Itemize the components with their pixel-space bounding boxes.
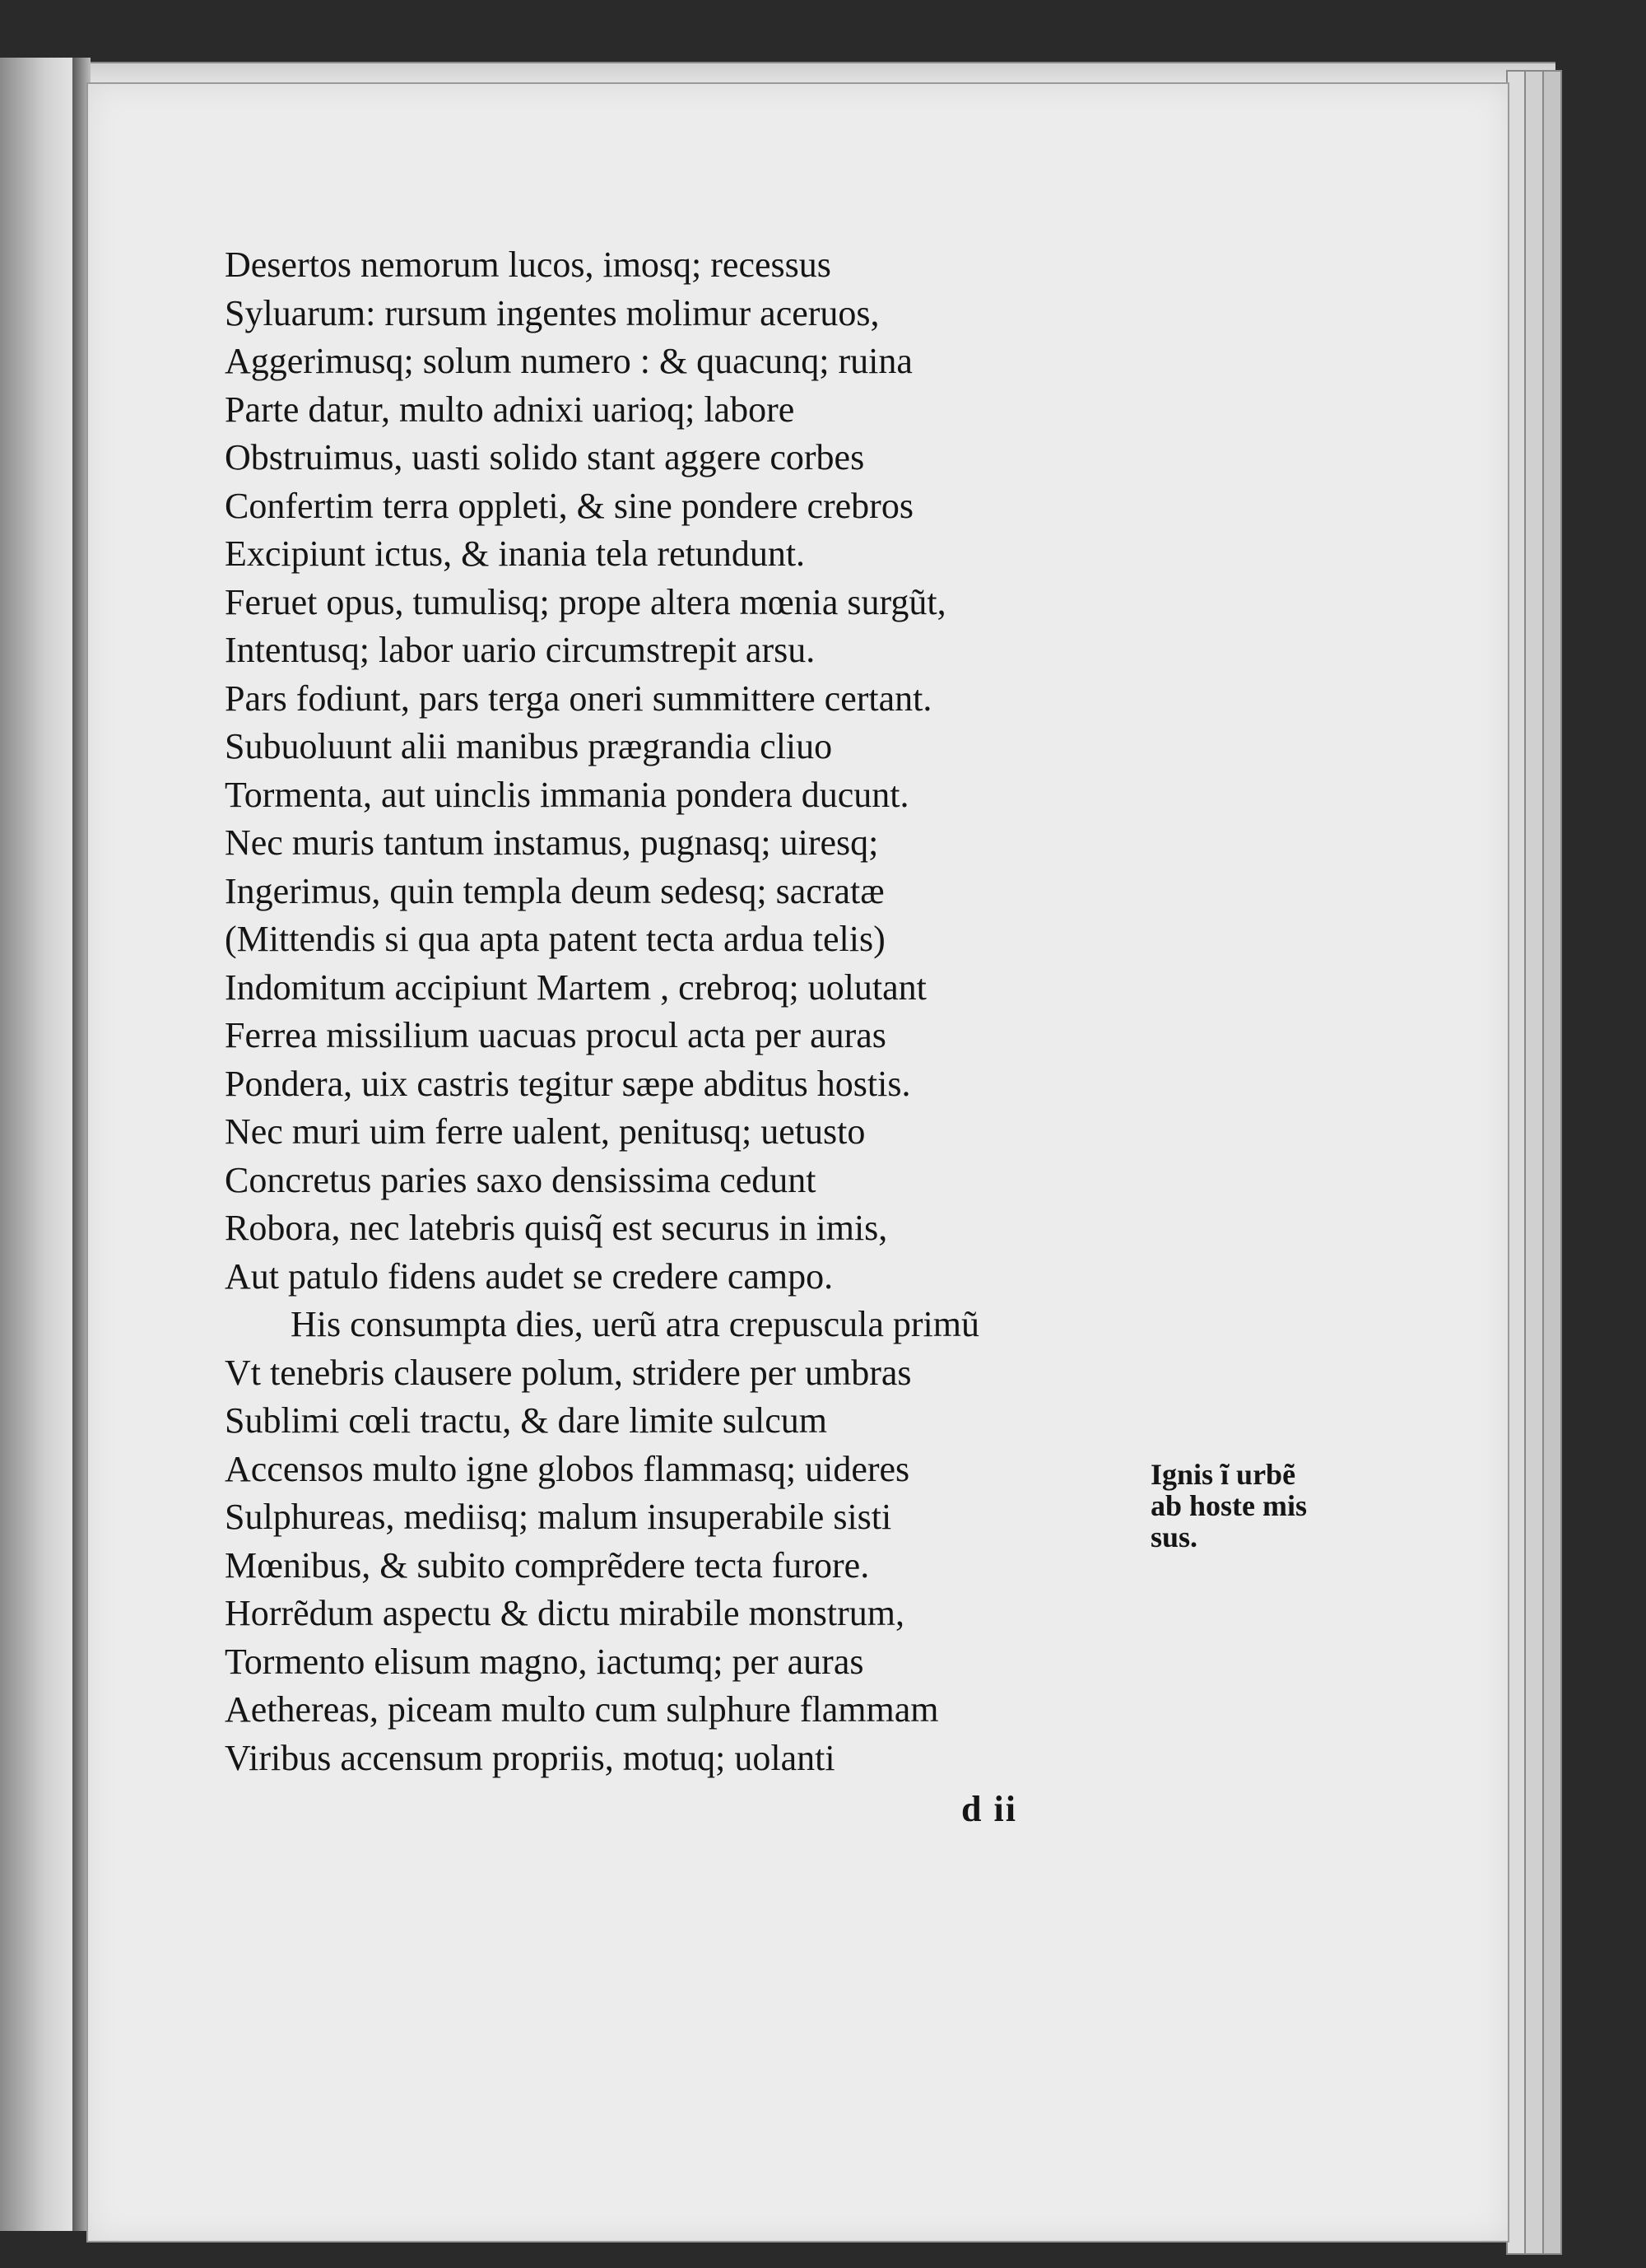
verse-line: Ferrea missilium uacuas procul acta per auras — [225, 1015, 886, 1055]
verse-line: Parte datur, multo adnixi uarioq; labore — [225, 389, 795, 430]
verse-line: Feruet opus, tumulisq; prope altera mœnia surgũt, — [225, 581, 946, 622]
verse-line: His consumpta dies, uerũ atra crepuscula primũ — [291, 1304, 979, 1344]
verse-line: Pars fodiunt, pars terga oneri summittere certant. — [225, 678, 932, 719]
verse-line: Viribus accensum propriis, motuq; uolanti — [225, 1737, 835, 1778]
verse-line: Ingerimus, quin templa deum sedesq; sacratæ — [225, 870, 885, 911]
margin-note-line: Ignis ĩ urbẽ — [1151, 1458, 1296, 1491]
verse-line: Excipiunt ictus, & inania tela retundunt. — [225, 533, 806, 574]
margin-note — [1151, 1459, 1348, 1553]
verse-line: Aethereas, piceam multo cum sulphure flammam — [225, 1689, 939, 1730]
verse-line: Subuoluunt alii manibus prægrandia cliuo — [225, 726, 833, 766]
verse-line: Accensos multo igne globos flammasq; uideres — [225, 1448, 910, 1489]
verse-line: Aut patulo fidens audet se credere campo. — [225, 1255, 834, 1297]
verse-line: Syluarum: rursum ingentes molimur aceruos, — [225, 292, 880, 333]
margin-note-line: sus. — [1151, 1521, 1198, 1553]
left-page-edge — [0, 58, 77, 2231]
verse-line: Mœnibus, & subito comprẽdere tecta furore. — [225, 1544, 870, 1586]
verse-line: Sublimi cœli tractu, & dare limite sulcum — [225, 1400, 827, 1441]
verse-line: Intentusq; labor uario circumstrepit arsu. — [225, 630, 816, 670]
verse-line: Robora, nec latebris quisq̃ est securus in imis, — [225, 1208, 888, 1248]
verse-line: Sulphureas, mediisq; malum insuperabile sisti — [225, 1497, 892, 1537]
margin-note-line: ab hoste mis — [1151, 1489, 1308, 1522]
verse-line: Obstruimus, uasti solido stant aggere corbes — [225, 437, 865, 477]
verse-line: Aggerimusq; solum numero : & quacunq; ruina — [225, 341, 913, 381]
page-stack-edge — [1542, 70, 1562, 2255]
verse-line: Nec muri uim ferre ualent, penitusq; uetusto — [225, 1111, 866, 1152]
verse-line: Concretus paries saxo densissima cedunt — [225, 1159, 816, 1200]
signature-mark: d ii — [961, 1789, 1017, 1829]
verse-line: Pondera, uix castris tegitur sæpe abditus hostis. — [225, 1063, 911, 1104]
verse-line: Tormenta, aut uinclis immania pondera ducunt. — [225, 774, 909, 815]
page-stack-edge — [1524, 70, 1544, 2255]
verse-line: Indomitum accipiunt Martem , crebroq; uolutant — [225, 966, 927, 1008]
verse-line: Desertos nemorum lucos, imosq; recessus — [225, 244, 831, 285]
verse-line: Tormento elisum magno, iactumq; per auras — [225, 1641, 864, 1682]
verse-line: Vt tenebris clausere polum, stridere per umbras — [225, 1352, 912, 1393]
verse-line: Confertim terra oppleti, & sine pondere crebros — [225, 485, 914, 526]
verse-line: (Mittendis si qua apta patent tecta ardua telis) — [225, 919, 886, 959]
poem-text-block — [225, 241, 1171, 1782]
verse-line: Nec muris tantum instamus, pugnasq; uiresq; — [225, 822, 879, 863]
verse-line: Horrẽdum aspectu & dictu mirabile monstrum, — [225, 1593, 905, 1633]
